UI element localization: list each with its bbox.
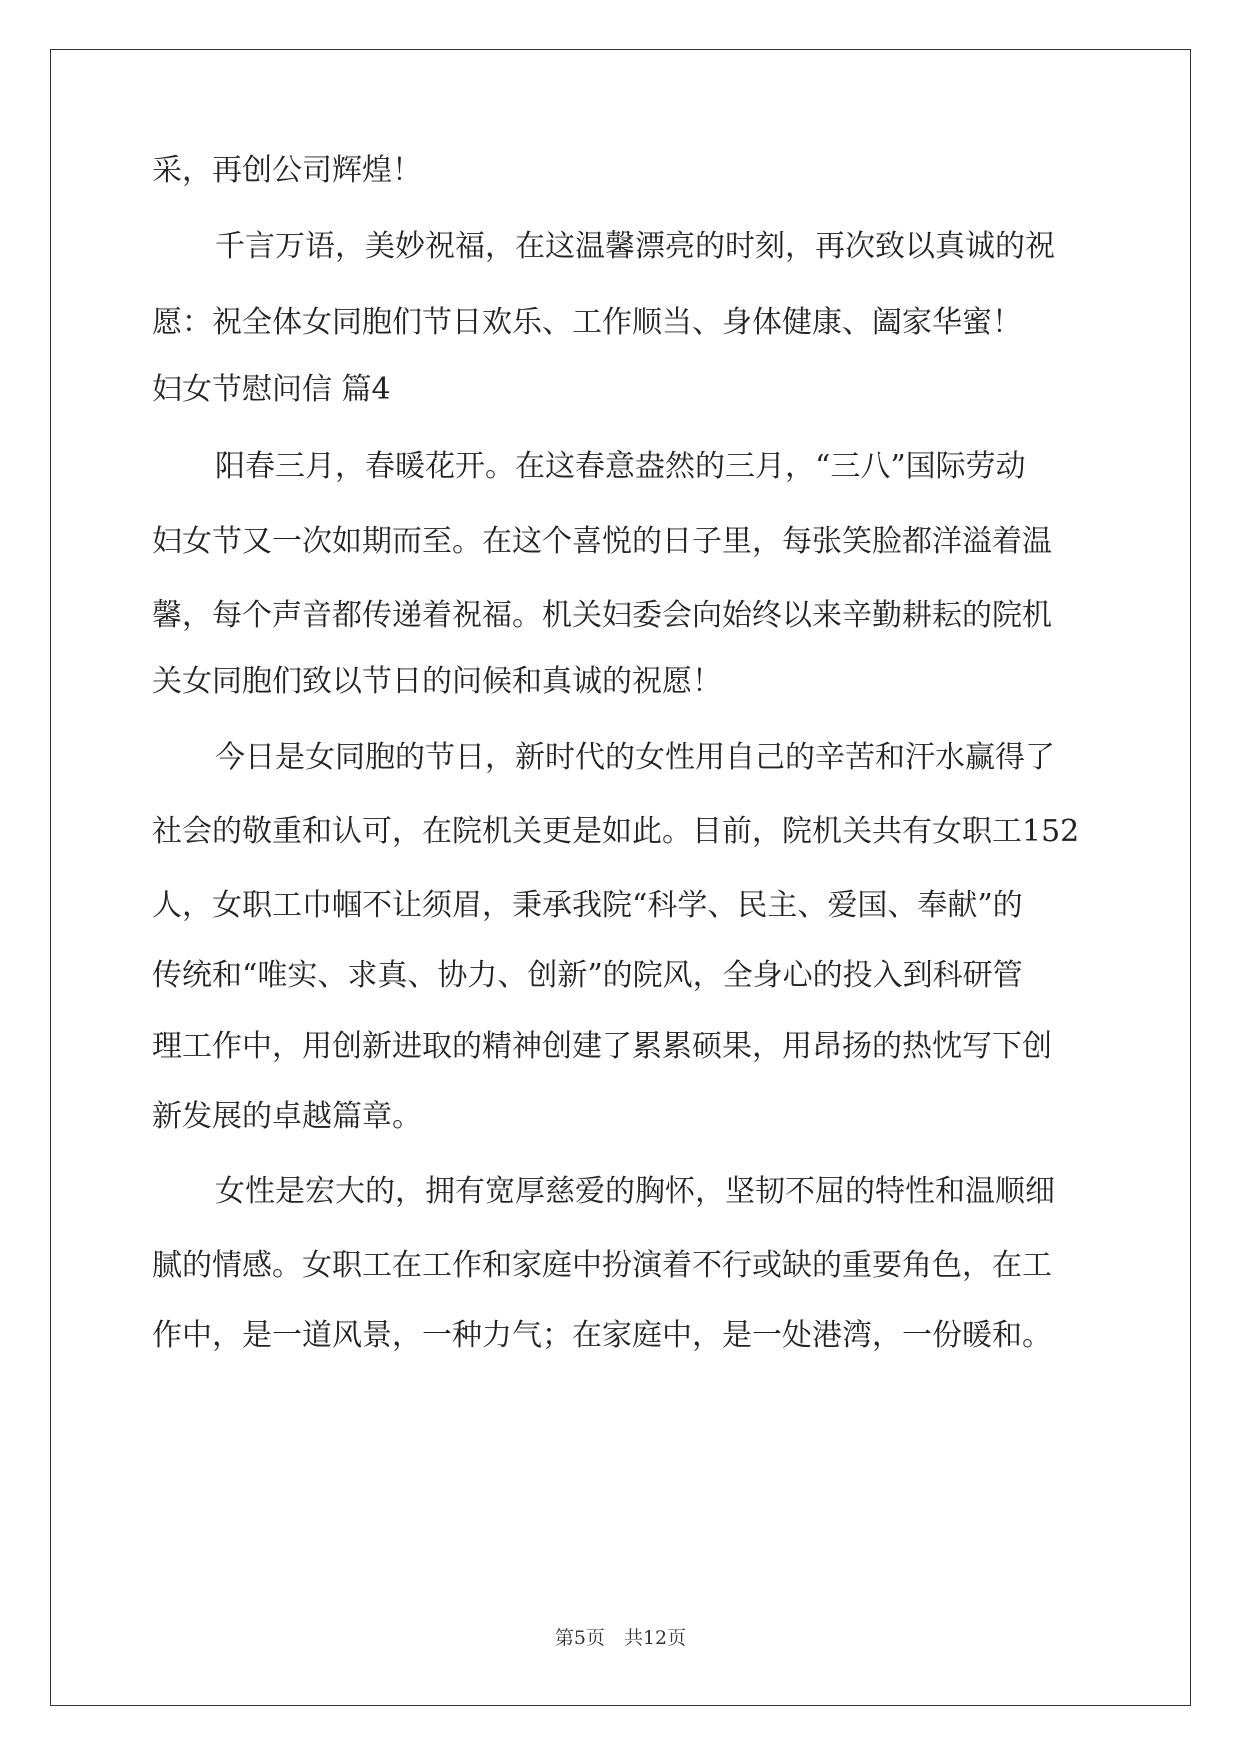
paragraph-line: 采，再创公司辉煌！ [152, 153, 422, 188]
section-heading: 妇女节慰问信 篇4 [152, 372, 391, 407]
paragraph-line: 千言万语，美妙祝福，在这温馨漂亮的时刻，再次致以真诚的祝 [215, 229, 1055, 264]
paragraph-line: 传统和“唯实、求真、协力、创新”的院风，全身心的投入到科研管 [152, 958, 1023, 993]
paragraph-line: 妇女节又一次如期而至。在这个喜悦的日子里，每张笑脸都洋溢着温 [152, 524, 1052, 559]
page-border [50, 49, 1191, 1706]
paragraph-line: 作中，是一道风景，一种力气；在家庭中，是一处港湾，一份暖和。 [152, 1318, 1052, 1353]
paragraph-line: 今日是女同胞的节日，新时代的女性用自己的辛苦和汗水赢得了 [215, 740, 1055, 775]
paragraph-line: 馨，每个声音都传递着祝福。机关妇委会向始终以来辛勤耕耘的院机 [152, 598, 1052, 633]
paragraph-line: 腻的情感。女职工在工作和家庭中扮演着不行或缺的重要角色，在工 [152, 1248, 1052, 1283]
paragraph-line: 女性是宏大的，拥有宽厚慈爱的胸怀，坚韧不屈的特性和温顺细 [215, 1174, 1055, 1209]
paragraph-line: 社会的敬重和认可，在院机关更是如此。目前，院机关共有女职工152 [152, 814, 1080, 849]
paragraph-line: 新发展的卓越篇章。 [152, 1099, 422, 1134]
page-number-footer: 第5页 共12页 [554, 1627, 687, 1649]
paragraph-line: 阳春三月，春暖花开。在这春意盎然的三月，“三八”国际劳动 [215, 449, 1026, 484]
paragraph-line: 关女同胞们致以节日的问候和真诚的祝愿！ [152, 664, 722, 699]
paragraph-line: 愿：祝全体女同胞们节日欢乐、工作顺当、身体健康、阖家华蜜！ [152, 305, 1022, 340]
paragraph-line: 人，女职工巾帼不让须眉，秉承我院“科学、民主、爱国、奉献”的 [152, 888, 1023, 923]
paragraph-line: 理工作中，用创新进取的精神创建了累累硕果，用昂扬的热忱写下创 [152, 1029, 1052, 1064]
